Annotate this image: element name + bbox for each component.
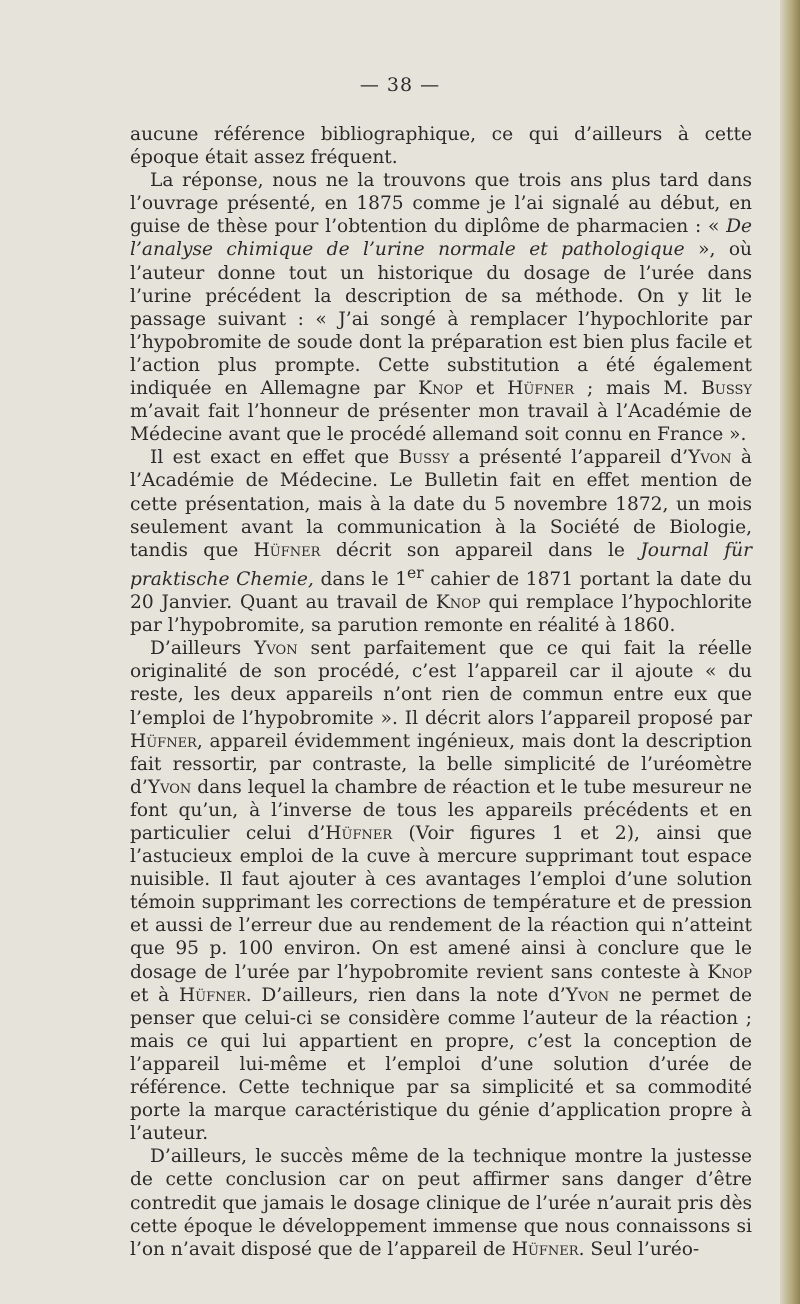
- paragraph-1: aucune référence bibliographique, ce qui d’ailleurs à cette époque était assez fréquent.: [130, 124, 752, 169]
- journal-title: Journal für praktische Chemie,: [130, 539, 752, 590]
- author-name: Hüfner.: [178, 984, 252, 1006]
- author-name: Yvon: [688, 447, 732, 469]
- author-name: Bussy: [398, 447, 450, 469]
- page-number: — 38 —: [359, 74, 441, 96]
- author-name: Knop: [707, 961, 752, 983]
- author-name: Yvon: [254, 638, 298, 660]
- ordinal-superscript: er: [407, 563, 424, 582]
- paragraph-3: Il est exact en effet que Bussy a présenté l’appareil d’Yvon à l’Académie de Médecine. Le Bulletin fait en effet mention de cette présentation, mais à la date du 5 novembre 1872, un mois seulement avant la communication à la Société de Biologie, tandis que Hüfner décrit son appareil dans le Journal für praktische Chemie, dans le 1er cahier de 1871 portant la date du 20 Janvier. Quant au travail de Knop qui remplace l’hypochlorite par l’hypobromite, sa parution remonte en réalité à 1860.: [130, 447, 752, 637]
- author-name: Hüfner: [253, 539, 321, 561]
- page-edge: [780, 0, 800, 1304]
- author-name: Hüfner: [507, 378, 575, 400]
- author-name: Yvon: [147, 776, 192, 798]
- author-name: Yvon: [565, 984, 610, 1006]
- author-name: Hüfner,: [130, 730, 203, 752]
- author-name: Hüfner: [325, 823, 393, 844]
- author-name: Knop: [435, 592, 481, 614]
- author-name: Hüfner.: [511, 1238, 585, 1260]
- paragraph-4: D’ailleurs Yvon sent parfaitement que ce qui fait la réelle originalité de son procédé, c’est l’appareil car il ajoute « du reste, les deux appareils n’ont rien de commun entre eux que l’emploi de l’hypobromite ». Il décrit alors l’appareil proposé par Hüfner, appareil évidemment ingénieux, mais dont la description fait ressortir, par contraste, la belle simplicité de l’uréomètre d’Yvon dans lequel la chambre de réaction et le tube mesureur ne font qu’un, à l’inverse de tous les appareils précédents et en particulier celui d’Hüfner (Voir figures 1 et 2), ainsi que l’astucieux emploi de la cuve à mercure supprimant tout espace nuisible. Il faut ajouter à ces avantages l’emploi d’une solution témoin supprimant les corrections de température et de pression et aussi de l’erreur due au rendement de la réaction qui n’atteint que 95 p. 100 environ. On est amené ainsi à conclure que le dosage de l’urée par l’hypobromite revient sans conteste à Knop et à Hüfner. D’ailleurs, rien dans la note d’Yvon ne permet de penser que celui-ci se considère comme l’auteur de la réaction ; mais ce qui lui appartient en propre, c’est la conception de l’appareil lui-même et l’emploi d’une solution d’urée de référence. Cette technique par sa simplicité et sa commodité porte la marque caractéristique du génie d’application propre à l’auteur.: [130, 638, 752, 1145]
- thesis-title: De l’analyse chimique de l’urine normale et pathologique: [130, 216, 752, 261]
- paragraph-2: La réponse, nous ne la trouvons que trois ans plus tard dans l’ouvrage présenté, en 1875 comme je l’ai signalé au début, en guise de thèse pour l’obtention du diplôme de pharmacien : « De l’analyse chimique de l’urine normale et pathologique », où l’auteur donne tout un historique du dosage de l’urée dans l’urine précédent la description de sa méthode. On y lit le passage suivant : « J’ai songé à remplacer l’hypochlorite par l’hypobromite de soude dont la préparation est bien plus facile et l’action plus prompte. Cette substitution a été également indiquée en Allemagne par Knop et Hüfner ; mais M. Bussy m’avait fait l’honneur de présenter mon travail à l’Académie de Médecine avant que le procédé allemand soit connu en France ».: [130, 170, 752, 446]
- body-text: [130, 123, 752, 1261]
- paragraph-5: D’ailleurs, le succès même de la technique montre la justesse de cette conclusion car on peut affirmer sans danger d’être contredit que jamais le dosage clinique de l’urée n’aurait pris dès cette époque le développement immense que nous connaissons si l’on n’avait disposé que de l’appareil de Hüfner. Seul l’uréo-: [130, 1146, 752, 1260]
- author-name: Bussy: [701, 378, 752, 400]
- author-name: Knop: [418, 378, 463, 400]
